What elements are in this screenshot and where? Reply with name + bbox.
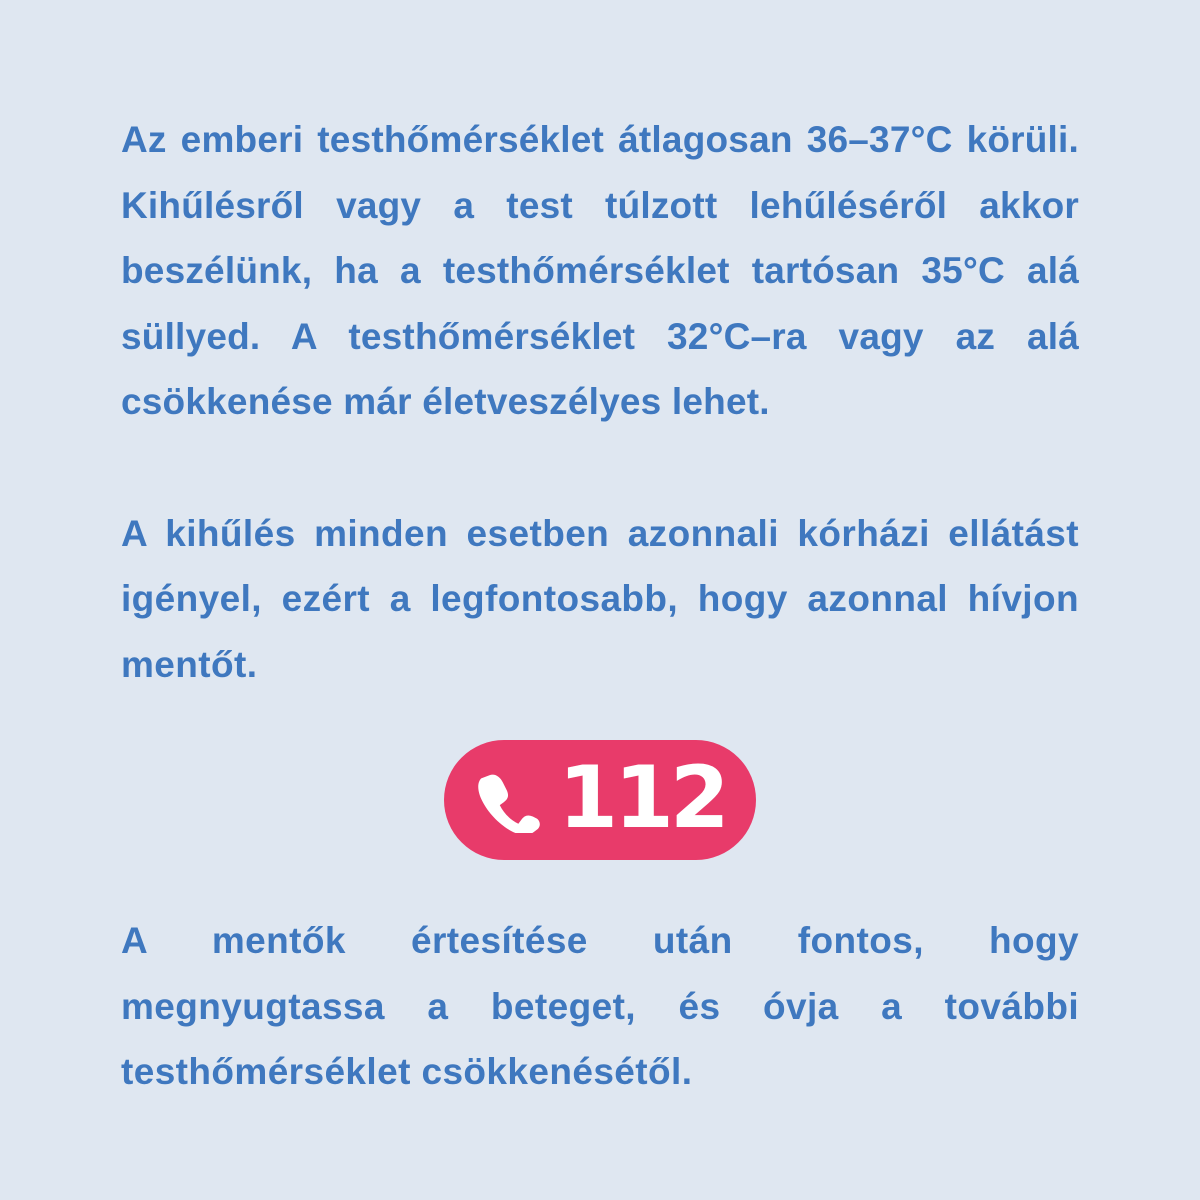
info-card	[121, 107, 1079, 1105]
emergency-call-section	[121, 740, 1079, 860]
phone-icon	[474, 767, 540, 833]
temperature-info-paragraph: Az emberi testhőmérséklet átlagosan 36–37°C körüli. Kihűlésről vagy a test túlzott lehűléséről akkor beszélünk, ha a testhőmérséklet tartósan 35°C alá süllyed. A testhőmérséklet 32°C–ra vagy az alá csökkenése már életveszélyes lehet.	[121, 119, 1079, 422]
emergency-call-button[interactable]	[444, 740, 756, 860]
after-call-paragraph: A mentők értesítése után fontos, hogy megnyugtassa a beteget, és óvja a további testhőmérséklet csökkenésétől.	[121, 920, 1079, 1092]
hospital-care-paragraph: A kihűlés minden esetben azonnali kórházi ellátást igényel, ezért a legfontosabb, hogy azonnal hívjon mentőt.	[121, 512, 1079, 685]
emergency-number: 112	[558, 748, 726, 848]
